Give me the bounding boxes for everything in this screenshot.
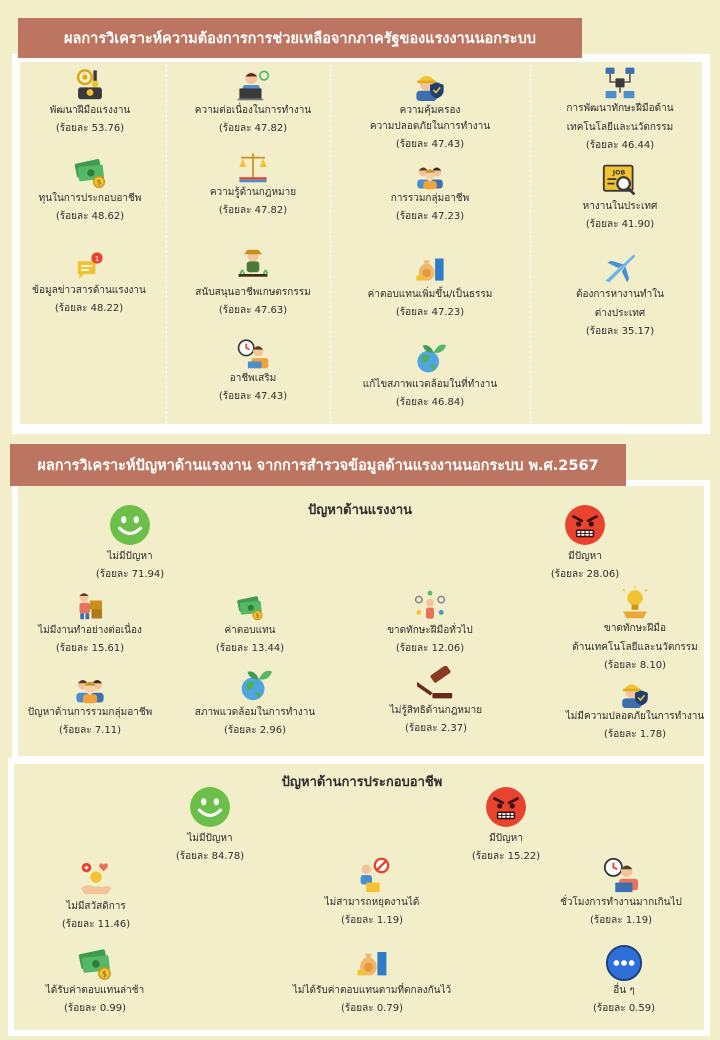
globe-plant-icon [412,340,448,376]
labor-problems-heading: ปัญหาด้านแรงงาน [307,503,413,518]
labor-legal-rights [376,666,496,735]
occupation-pct: (ร้อยละ 84.78) [175,851,245,862]
occupation-no-problem [150,786,270,863]
angry-face-icon [564,504,606,546]
labor-safety [550,676,720,741]
scales-icon [235,150,271,184]
need-pct: (ร้อยละ 48.22) [54,303,124,314]
need-label: ความคุ้มครอง [399,105,461,116]
need-label-line2: ต่างประเทศ [594,308,646,319]
occupation-label: ไม่มีปัญหา [187,833,233,844]
need-legal-knowledge [186,150,320,217]
labor-label: ไม่มีปัญหา [107,551,153,562]
problems-title: ผลการวิเคราะห์ปัญหาด้านแรงงาน จากการสำรวจข้อมูลด้านแรงงานนอกระบบ พ.ศ.2567 [37,457,599,474]
needs-title: ผลการวิเคราะห์ความต้องการการช่วยเหลือจากภาครัฐของแรงงานนอกระบบ [64,30,536,47]
need-label: หางานในประเทศ [582,201,658,212]
occupation-cannot-stop [304,856,440,927]
labor-no-problem [70,504,190,581]
need-pct: (ร้อยละ 46.84) [395,397,465,408]
occupation-label: มีปัญหา [489,833,523,844]
need-agriculture [184,246,322,317]
occupation-has-problem [446,786,566,863]
need-pct: (ร้อยละ 47.43) [395,139,465,150]
side-job-icon [236,336,270,370]
need-pct: (ร้อยละ 47.63) [218,305,288,316]
safety-worker-icon [413,66,447,102]
occupation-pct: (ร้อยละ 11.46) [61,919,131,930]
need-pct: (ร้อยละ 47.82) [218,123,288,134]
need-capital [30,154,150,223]
labor-label: ไม่รู้สิทธิด้านกฎหมาย [389,705,483,716]
occupation-pct: (ร้อยละ 0.99) [64,1003,126,1014]
labor-label-line2: ด้านเทคโนโลยีและนวัตกรรม [572,642,698,653]
need-label: ความรู้ด้านกฎหมาย [209,187,297,198]
labor-pct: (ร้อยละ 28.06) [550,569,620,580]
occupation-label: ชั่วโมงการทำงานมากเกินไป [560,897,682,908]
notification-icon [72,250,106,282]
need-label: พัฒนาฝีมือแรงงาน [49,105,131,116]
labor-label: ปัญหาด้านการรวมกลุ่มอาชีพ [27,707,153,718]
labor-label: ขาดทักษะฝีมือ [603,623,666,634]
labor-label: มีปัญหา [568,551,602,562]
occupation-pct: (ร้อยละ 0.59) [593,1003,655,1014]
labor-tech-skills [560,586,710,672]
labor-no-continuous-work [30,588,150,655]
need-tech-skills [545,64,695,152]
need-pct: (ร้อยละ 47.23) [395,211,465,222]
occupation-pct: (ร้อยละ 1.19) [590,915,652,926]
gavel-icon [417,666,455,702]
labor-pct: (ร้อยละ 71.94) [95,569,165,580]
labor-pct: (ร้อยละ 2.96) [224,725,286,736]
need-labor-info [26,250,152,315]
occupation-pct: (ร้อยละ 15.22) [471,851,541,862]
need-label: การพัฒนาทักษะฝีมือด้าน [566,103,674,114]
need-pct: (ร้อยละ 48.62) [55,211,125,222]
need-pct: (ร้อยละ 53.76) [55,123,125,134]
labor-label: ขาดทักษะฝีมือทั่วไป [387,625,473,636]
svg-text:JOB: JOB [612,169,626,177]
occupation-other [564,944,684,1015]
money-icon [233,592,267,622]
need-label: อาชีพเสริม [229,373,277,384]
angry-face-icon [485,786,527,828]
need-domestic-job [545,162,695,231]
laptop-worker-icon [236,68,270,102]
group-icon [412,160,448,190]
need-fair-wage [345,248,515,319]
need-label: ทุนในการประกอบอาชีพ [38,193,142,204]
occupation-late-pay [30,944,160,1015]
airplane-icon [601,250,639,286]
occupation-label: ไม่มีสวัสดิการ [66,901,126,912]
need-label: ค่าตอบแทนเพิ่มขึ้น/เป็นธรรม [367,289,493,300]
labor-pct: (ร้อยละ 15.61) [55,643,125,654]
safety-worker-icon [619,676,651,708]
labor-pct: (ร้อยละ 13.44) [215,643,285,654]
occupation-label: ได้รับค่าตอบแทนล่าช้า [45,985,145,996]
money-bag-icon [413,248,447,286]
occupation-pct: (ร้อยละ 0.79) [341,1003,403,1014]
skill-development-icon [73,66,107,102]
need-side-job [186,336,320,403]
labor-has-problem [525,504,645,581]
overtime-clock-icon [601,856,641,894]
occupation-label: ไม่สามารถหยุดงานได้ [324,897,420,908]
group-icon [70,672,110,704]
labor-label: ค่าตอบแทน [224,625,276,636]
labor-pct: (ร้อยละ 2.37) [405,723,467,734]
need-pct: (ร้อยละ 47.43) [218,391,288,402]
need-label: การรวมกลุ่มอาชีพ [390,193,470,204]
labor-pct: (ร้อยละ 12.06) [395,643,465,654]
need-label: แก้ไขสภาพแวดล้อมในที่ทำงาน [362,379,498,390]
occupation-pct: (ร้อยละ 1.19) [341,915,403,926]
need-label: ต้องการหางานทำใน [576,289,664,300]
need-label: ความต่อเนื่องในการทำงาน [194,105,312,116]
labor-environment [190,666,320,737]
technology-icon [601,64,639,100]
happy-face-icon [109,504,151,546]
labor-pct: (ร้อยละ 7.11) [59,725,121,736]
boxes-worker-icon [75,588,105,622]
globe-plant-icon [236,666,274,704]
more-dots-icon [605,944,643,982]
skills-gear-icon [413,590,447,622]
needs-banner [18,18,582,58]
need-label: ข้อมูลข่าวสารด้านแรงงาน [32,285,146,296]
need-environment [345,340,515,409]
labor-label: ไม่มีความปลอดภัยในการทำงาน [565,711,705,722]
labor-general-skills [370,590,490,655]
need-protection [345,66,515,151]
need-label-line2: เทคโนโลยีและนวัตกรรม [566,122,674,133]
money-icon [72,154,108,190]
needs-divider-1 [166,64,167,424]
labor-group-problem [22,672,158,737]
occupation-problems-heading: ปัญหาด้านการประกอบอาชีพ [281,775,443,790]
need-overseas-job [545,250,695,338]
need-skill-development [30,66,150,135]
welfare-hand-icon [76,860,116,898]
need-group [350,160,510,223]
need-pct: (ร้อยละ 41.90) [585,219,655,230]
money-bag-icon [354,940,390,982]
need-pct: (ร้อยละ 47.82) [218,205,288,216]
labor-pct: (ร้อยละ 8.10) [604,660,666,671]
money-icon [75,944,115,982]
no-stop-worker-icon [352,856,392,894]
need-pct: (ร้อยละ 47.23) [395,307,465,318]
occupation-overtime [546,856,696,927]
need-continuity [186,68,320,135]
need-pct: (ร้อยละ 46.44) [585,140,655,151]
need-pct: (ร้อยละ 35.17) [585,326,655,337]
problems-banner [10,444,626,486]
needs-divider-3 [530,64,531,424]
need-label-line2: ความปลอดภัยในการทำงาน [369,121,491,132]
need-label: สนับสนุนอาชีพเกษตรกรรม [195,287,311,298]
job-search-icon [601,162,639,198]
occupation-unpaid-agreed [282,940,462,1015]
labor-label: สภาพแวดล้อมในการทำงาน [194,707,316,718]
labor-label: ไม่มีงานทำอย่างต่อเนื่อง [38,625,142,636]
farmer-icon [235,246,271,284]
occupation-no-welfare [36,860,156,931]
happy-face-icon [189,786,231,828]
needs-divider-2 [330,64,331,424]
labor-pct: (ร้อยละ 1.78) [604,729,666,740]
occupation-label: ไม่ได้รับค่าตอบแทนตามที่ตกลงกันไว้ [292,985,452,996]
svg-text:1: 1 [94,253,100,263]
lightbulb-icon [618,586,652,620]
occupation-label: อื่น ๆ [613,985,635,996]
labor-wage [190,592,310,655]
